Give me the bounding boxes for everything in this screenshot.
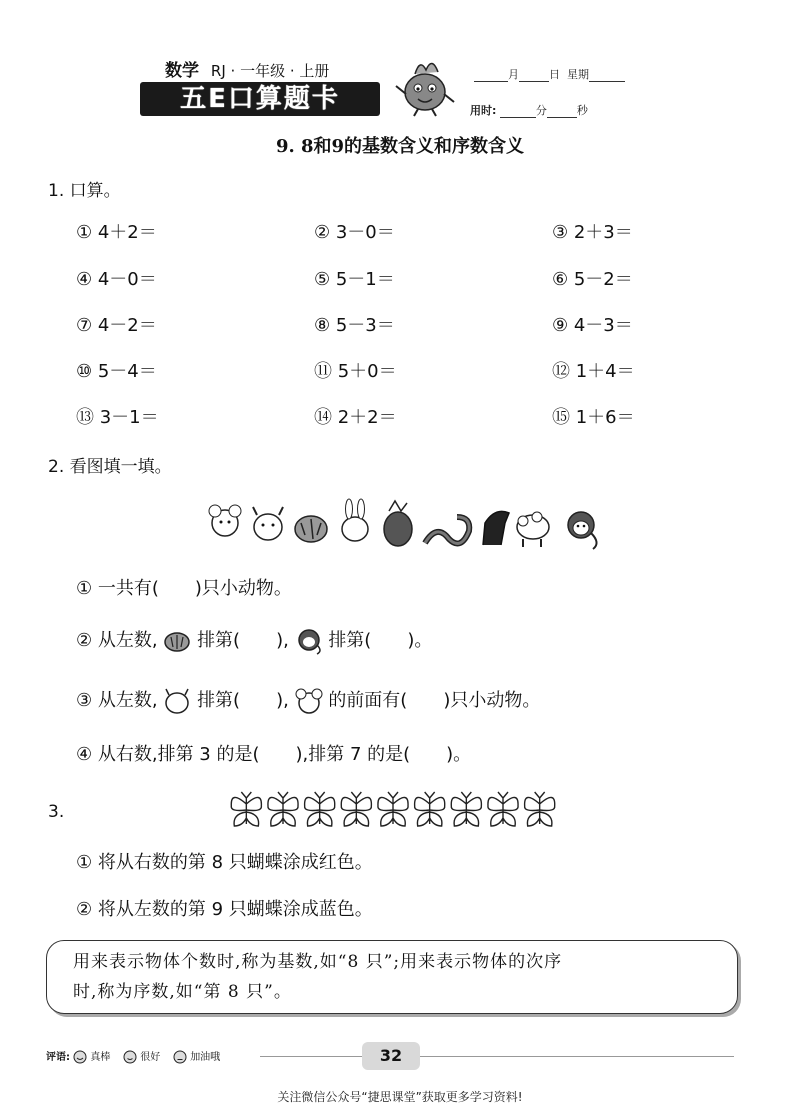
q2-item-3-prefix: ③ 从左数, <box>76 690 158 711</box>
second-label: 秒 <box>576 104 588 117</box>
month-label: 月 <box>508 68 519 81</box>
problem: ⑩ 5－4＝ <box>76 361 157 382</box>
tiger-icon <box>163 627 191 655</box>
tip-line-2: 时,称为序数,如“第 8 只”。 <box>73 982 292 1002</box>
problem: ④ 4－0＝ <box>76 269 157 290</box>
cow-icon <box>163 687 191 715</box>
banner-title <box>140 82 380 116</box>
weekday-label: 星期 <box>567 68 589 81</box>
bottom-note: 关注微信公众号“捷思课堂”获取更多学习资料! <box>277 1090 523 1104</box>
problem: ③ 2＋3＝ <box>552 222 633 243</box>
edition-label: RJ · 一年级 · 上册 <box>210 62 330 80</box>
problem: ⑪ 5＋0＝ <box>314 361 397 382</box>
zodiac-animals-row <box>205 495 605 555</box>
q2-item-2-prefix: ② 从左数, <box>76 630 158 651</box>
snake-icon <box>425 517 469 544</box>
problem: ⑫ 1＋4＝ <box>552 361 635 382</box>
q3-heading: 3. <box>48 802 65 822</box>
q2-item-3 <box>76 686 540 715</box>
q2-item-1: ① 一共有( )只小动物。 <box>76 578 292 599</box>
excellent-face-icon <box>73 1050 87 1064</box>
q2-item-3-middle: 排第( ), <box>197 690 289 711</box>
butterfly-icon <box>378 792 408 826</box>
q2-item-4: ④ 从右数,排第 3 的是( ),排第 7 的是( )。 <box>76 744 472 765</box>
cow-icon <box>253 507 283 540</box>
date-field <box>474 66 625 82</box>
butterfly-icon <box>488 792 518 826</box>
tip-line-1: 用来表示物体个数时,称为基数,如“8 只”;用来表示物体的次序 <box>73 952 563 972</box>
butterfly-icon <box>525 792 555 826</box>
monkey-icon <box>295 627 323 655</box>
problem: ② 3－0＝ <box>314 222 395 243</box>
rating-label: 评语: <box>46 1052 70 1063</box>
page-title: 9. 8和9的基数含义和序数含义 <box>275 136 525 157</box>
problem: ⑨ 4－3＝ <box>552 315 633 336</box>
time-field <box>470 102 588 118</box>
problem: ⑧ 5－3＝ <box>314 315 395 336</box>
problem: ⑬ 3－1＝ <box>76 407 159 428</box>
horse-icon <box>483 511 509 545</box>
sheep-icon <box>517 512 549 547</box>
q1-heading: 1. 口算。 <box>48 181 121 201</box>
butterfly-icon <box>268 792 298 826</box>
problem: ⑤ 5－1＝ <box>314 269 395 290</box>
butterfly-icon <box>341 792 371 826</box>
problem: ⑮ 1＋6＝ <box>552 407 635 428</box>
butterfly-icon <box>451 792 481 826</box>
q3-item-1: ① 将从右数的第 8 只蝴蝶涂成红色。 <box>76 852 373 873</box>
problem: ⑥ 5－2＝ <box>552 269 633 290</box>
minute-label: 分 <box>535 104 547 117</box>
rating-good: 很好 <box>140 1052 161 1063</box>
monkey-icon <box>568 512 597 549</box>
subject-edition <box>165 56 329 81</box>
tip-text <box>73 947 717 1007</box>
q3-item-2: ② 将从左数的第 9 只蝴蝶涂成蓝色。 <box>76 899 373 920</box>
good-face-icon <box>123 1050 137 1064</box>
tip-box <box>46 940 738 1014</box>
time-label: 用时: <box>470 104 497 117</box>
tiger-icon <box>295 516 327 542</box>
dragon-icon <box>384 501 412 546</box>
banner-title-text: 五E口算题卡 <box>180 84 340 114</box>
butterfly-icon <box>305 792 335 826</box>
rating-keep-going: 加油哦 <box>190 1052 221 1063</box>
q2-heading: 2. 看图填一填。 <box>48 457 172 477</box>
butterflies-row <box>228 790 558 830</box>
rating-row <box>46 1048 220 1064</box>
mouse-icon <box>295 687 323 715</box>
footer-divider-left <box>260 1056 362 1057</box>
q2-item-3-suffix: 的前面有( )只小动物。 <box>328 690 541 711</box>
day-label: 日 <box>549 68 560 81</box>
q2-item-2-suffix: 排第( )。 <box>328 630 433 651</box>
problem: ① 4＋2＝ <box>76 222 157 243</box>
page-number: 32 <box>362 1042 420 1070</box>
mascot-icon <box>390 52 460 118</box>
problem: ⑭ 2＋2＝ <box>314 407 397 428</box>
butterfly-icon <box>231 792 261 826</box>
problem: ⑦ 4－2＝ <box>76 315 157 336</box>
butterfly-icon <box>415 792 445 826</box>
q2-item-2-middle: 排第( ), <box>197 630 289 651</box>
rating-excellent: 真棒 <box>90 1052 111 1063</box>
footer-divider-right <box>420 1056 734 1057</box>
mouse-icon <box>209 505 241 536</box>
keep-going-face-icon <box>173 1050 187 1064</box>
subject-label: 数学 <box>165 61 199 81</box>
q2-item-2 <box>76 626 432 655</box>
rabbit-icon <box>342 499 368 541</box>
